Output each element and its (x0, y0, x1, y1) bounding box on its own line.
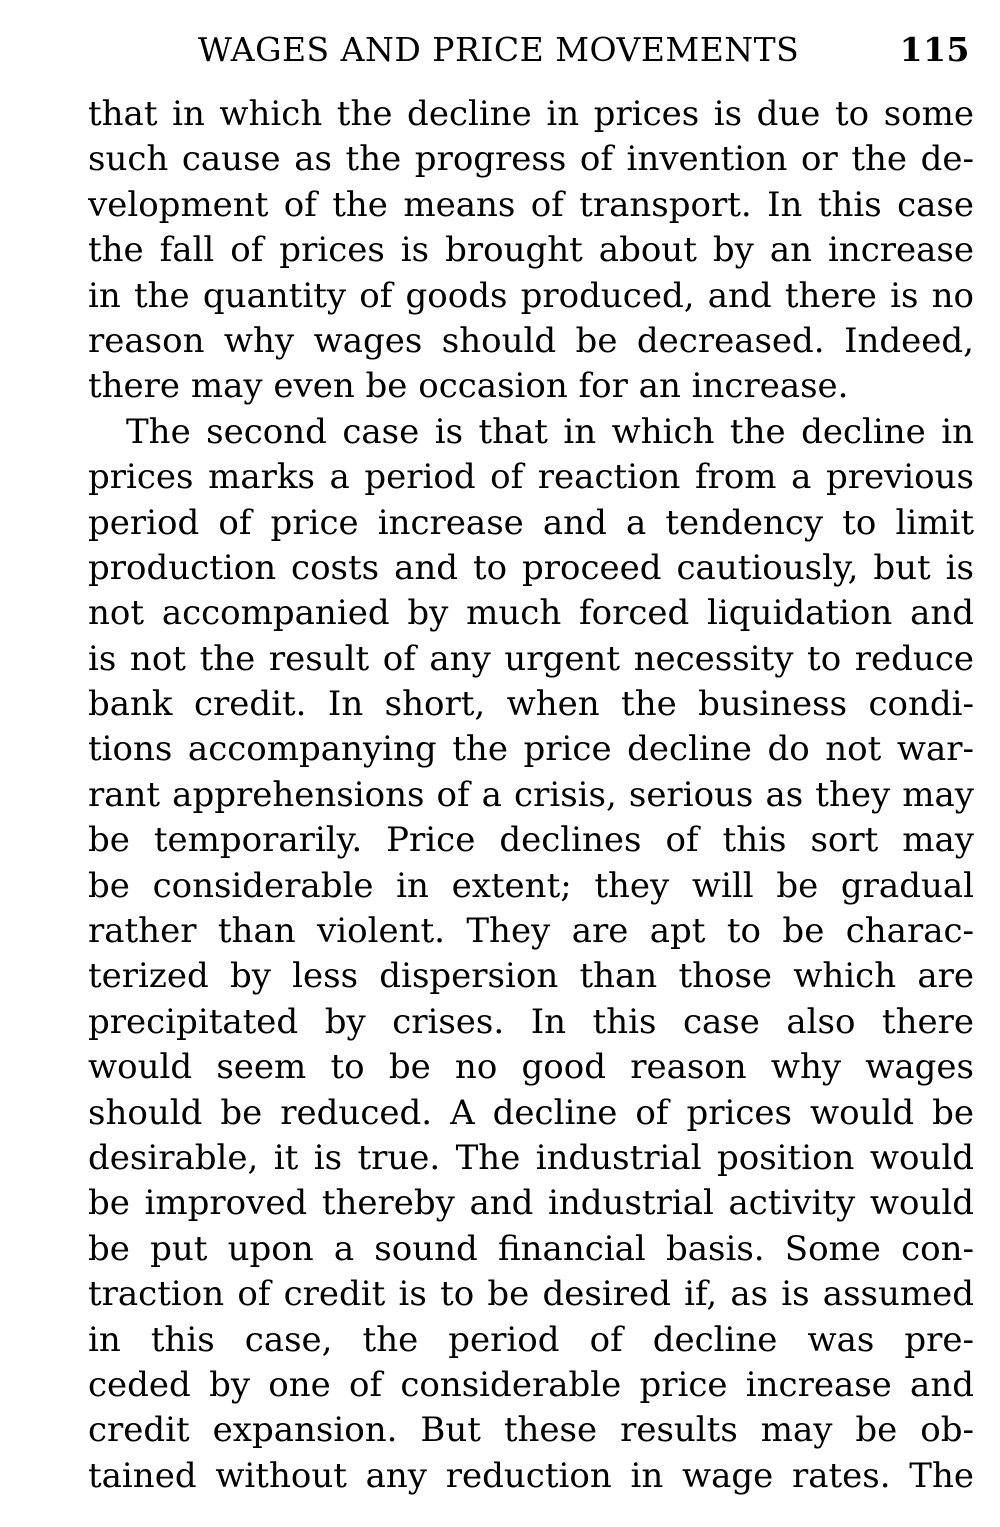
text-line: desirable, it is true. The industrial position would (88, 1137, 974, 1178)
text-line: would seem to be no good reason why wages (88, 1047, 974, 1088)
text-line: precipitated by crises. In this case also there (88, 1001, 974, 1042)
text-line: that in which the decline in prices is due to some (88, 94, 974, 134)
text-line: bank credit. In short, when the business condi- (88, 684, 974, 725)
text-line: be considerable in extent; they will be gradual (88, 865, 974, 906)
text-line: rather than violent. They are apt to be charac- (88, 911, 974, 952)
text-line: in the quantity of goods produced, and there is no (88, 275, 974, 316)
body-text (88, 92, 974, 1499)
text-line: not accompanied by much forced liquidation and (88, 593, 974, 634)
text-line: should be reduced. A decline of prices would be (88, 1092, 974, 1133)
text-line: production costs and to proceed cautiously, but is (88, 547, 974, 588)
text-line: in this case, the period of decline was pre- (88, 1319, 974, 1360)
text-line: such cause as the progress of invention or the de- (88, 139, 974, 180)
text-line: prices marks a period of reaction from a previous (88, 457, 974, 498)
text-line: the fall of prices is brought about by an increase (88, 230, 974, 271)
text-line: period of price increase and a tendency to limit (88, 502, 974, 543)
running-title: WAGES AND PRICE MOVEMENTS (198, 30, 800, 69)
text-line: be temporarily. Price declines of this sort may (88, 820, 974, 861)
text-line: is not the result of any urgent necessity to reduce (88, 638, 974, 679)
text-line: tions accompanying the price decline do not war- (88, 729, 974, 770)
text-line: velopment of the means of transport. In this case (88, 184, 974, 225)
text-line: there may even be occasion for an increase. (88, 366, 849, 407)
text-line: be improved thereby and industrial activity would (88, 1183, 974, 1224)
text-line: terized by less dispersion than those which are (88, 956, 974, 997)
text-line: ceded by one of considerable price increase and (88, 1364, 974, 1405)
page-number: 115 (899, 30, 970, 69)
running-head (88, 26, 970, 74)
text-line: reason why wages should be decreased. Indeed, (88, 320, 974, 361)
text-line: tained without any reduction in wage rates. The (88, 1455, 974, 1496)
text-line: credit expansion. But these results may be ob- (88, 1410, 974, 1451)
text-line: be put upon a sound financial basis. Some con- (88, 1228, 974, 1269)
text-line: traction of credit is to be desired if, as is assumed (88, 1274, 974, 1315)
text-line: The second case is that in which the decline in (126, 411, 974, 452)
text-line: rant apprehensions of a crisis, serious as they may (88, 774, 974, 815)
